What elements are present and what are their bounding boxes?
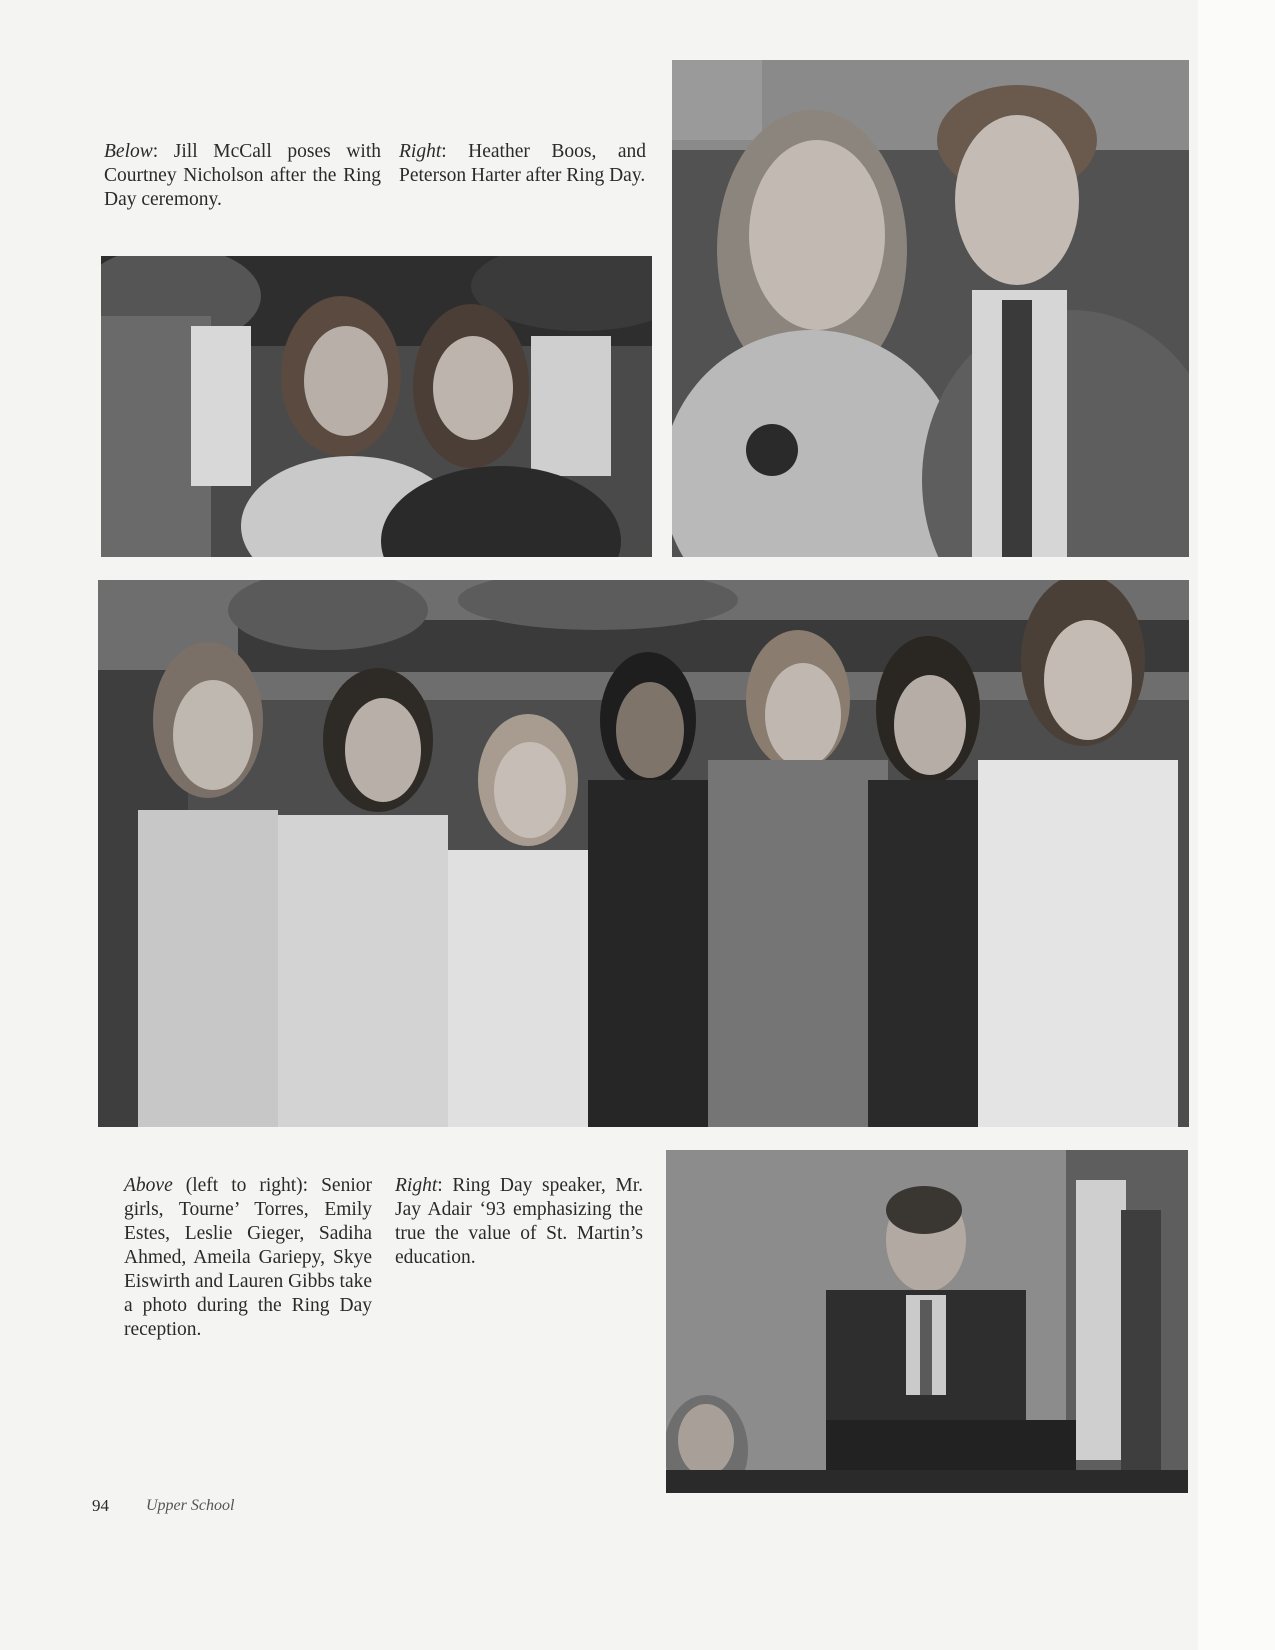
caption-senior-girls — [124, 1174, 372, 1342]
caption-jill-mccall — [104, 140, 381, 212]
section-name: Upper School — [146, 1497, 235, 1514]
photo-heather-peterson-image — [672, 60, 1189, 557]
caption-text: : Heather Boos, and Peterson Harter after Ring Day. — [399, 141, 646, 186]
caption-heather-boos — [399, 140, 646, 188]
photo-senior-girls-group-image — [98, 580, 1189, 1127]
caption-text: (left to right): Senior girls, Tourne’ Torres, Emily Estes, Leslie Gieger, Sadiha Ahmed, Ameila Gariepy, Skye Eiswirth and Lauren Gibbs take a photo during the Ring Day reception. — [124, 1175, 373, 1340]
page-number: 94 — [92, 1496, 109, 1515]
caption-lead: Below — [104, 141, 153, 162]
photo-heather-peterson — [672, 60, 1189, 557]
caption-text: : Jill McCall poses with Courtney Nicholson after the Ring Day ceremony. — [104, 141, 381, 210]
caption-text: : Ring Day speaker, Mr. Jay Adair ‘93 emphasizing the true the value of St. Martin’s education. — [395, 1175, 643, 1268]
photo-senior-girls-group — [98, 580, 1189, 1127]
photo-ring-day-speaker-image — [666, 1150, 1188, 1493]
photo-jill-courtney — [101, 256, 652, 557]
caption-lead: Above — [124, 1175, 173, 1196]
caption-speaker — [395, 1174, 643, 1270]
photo-ring-day-speaker — [666, 1150, 1188, 1493]
caption-lead: Right — [399, 141, 442, 162]
photo-jill-courtney-image — [101, 256, 652, 557]
page-edge — [1198, 0, 1275, 1650]
caption-lead: Right — [395, 1175, 438, 1196]
